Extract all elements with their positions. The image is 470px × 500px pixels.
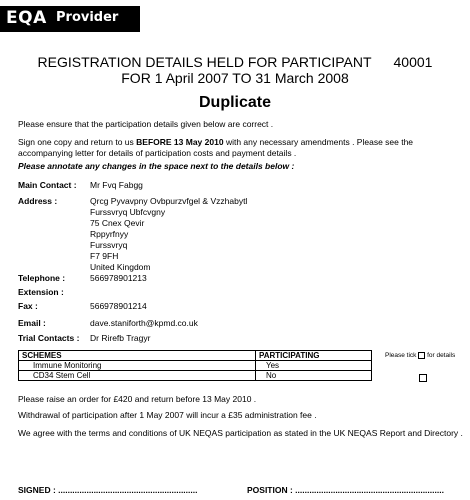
scheme-participating: No <box>256 371 372 381</box>
cd34-details-checkbox[interactable] <box>419 374 427 382</box>
title-text: REGISTRATION DETAILS HELD FOR PARTICIPANT <box>37 54 372 70</box>
main-contact-value: Mr Fvq Fabgg <box>90 180 143 190</box>
withdrawal-note: Withdrawal of participation after 1 May 2007 will incur a £35 administration fee . <box>18 410 317 420</box>
tick-note-before: Please tick <box>385 352 417 360</box>
scheme-name: CD34 Stem Cell <box>19 371 256 381</box>
extension-label: Extension : <box>18 287 64 297</box>
duplicate-heading: Duplicate <box>198 94 271 111</box>
schemes-table <box>18 350 372 381</box>
participating-header: PARTICIPATING <box>256 351 372 361</box>
table-row <box>19 371 372 381</box>
tick-example-box-icon <box>418 352 425 359</box>
page-title-line2: FOR 1 April 2007 TO 31 March 2008 <box>121 70 349 86</box>
table-row <box>19 361 372 371</box>
page-title-line1 <box>0 54 470 70</box>
telephone-value: 566978901213 <box>90 273 147 283</box>
eqa-provider-logo <box>0 6 140 32</box>
instructions-after: with any necessary amendments . Please see the accompanying letter for details of participation costs and payment details . <box>18 137 414 158</box>
schemes-header: SCHEMES <box>19 351 256 361</box>
tick-note-after: for details <box>427 352 456 360</box>
address-line: Furssvryq Ubfcvgny <box>90 207 166 217</box>
scheme-participating: Yes <box>256 361 372 371</box>
address-label: Address : <box>18 196 58 206</box>
telephone-label: Telephone : <box>18 273 66 283</box>
instructions-paragraph <box>18 137 463 158</box>
order-note: Please raise an order for £420 and return before 13 May 2010 . <box>18 394 257 404</box>
tick-note <box>385 352 455 359</box>
signed-field[interactable]: SIGNED : ........................................................... <box>18 485 198 495</box>
fax-label: Fax : <box>18 301 38 311</box>
address-line: Furssvryq <box>90 240 128 250</box>
logo-main-text: EQA <box>6 8 47 28</box>
logo-sub-text: Provider <box>56 10 119 25</box>
address-block <box>90 196 247 273</box>
address-line: United Kingdom <box>90 262 151 272</box>
intro-text: Please ensure that the participation details given below are correct . <box>18 119 274 129</box>
email-value: dave.staniforth@kpmd.co.uk <box>90 318 198 328</box>
address-line: Rppyrfnyy <box>90 229 129 239</box>
email-label: Email : <box>18 318 46 328</box>
scheme-name: Immune Monitoring <box>19 361 256 371</box>
address-line: Qrcg Pyvavpny Ovbpurzvfgel & Vzzhabytl <box>90 196 248 206</box>
participant-number: 40001 <box>393 54 433 70</box>
agreement-text: We agree with the terms and conditions of UK NEQAS participation as stated in the UK NEQAS Report and Directory . <box>18 428 463 438</box>
position-field[interactable]: POSITION : ............................................................... <box>247 485 444 495</box>
table-header-row <box>19 351 372 361</box>
annotate-note: Please annotate any changes in the space next to the details below : <box>18 161 295 171</box>
address-line: 75 Cnex Qevir <box>90 218 145 228</box>
address-line: F7 9FH <box>90 251 119 261</box>
instructions-deadline: BEFORE 13 May 2010 <box>136 137 224 147</box>
instructions-before: Sign one copy and return to us <box>18 137 134 147</box>
fax-value: 566978901214 <box>90 301 147 311</box>
trial-contacts-label: Trial Contacts : <box>18 333 80 343</box>
main-contact-label: Main Contact : <box>18 180 77 190</box>
trial-contacts-value: Dr Rirefb Tragyr <box>90 333 151 343</box>
